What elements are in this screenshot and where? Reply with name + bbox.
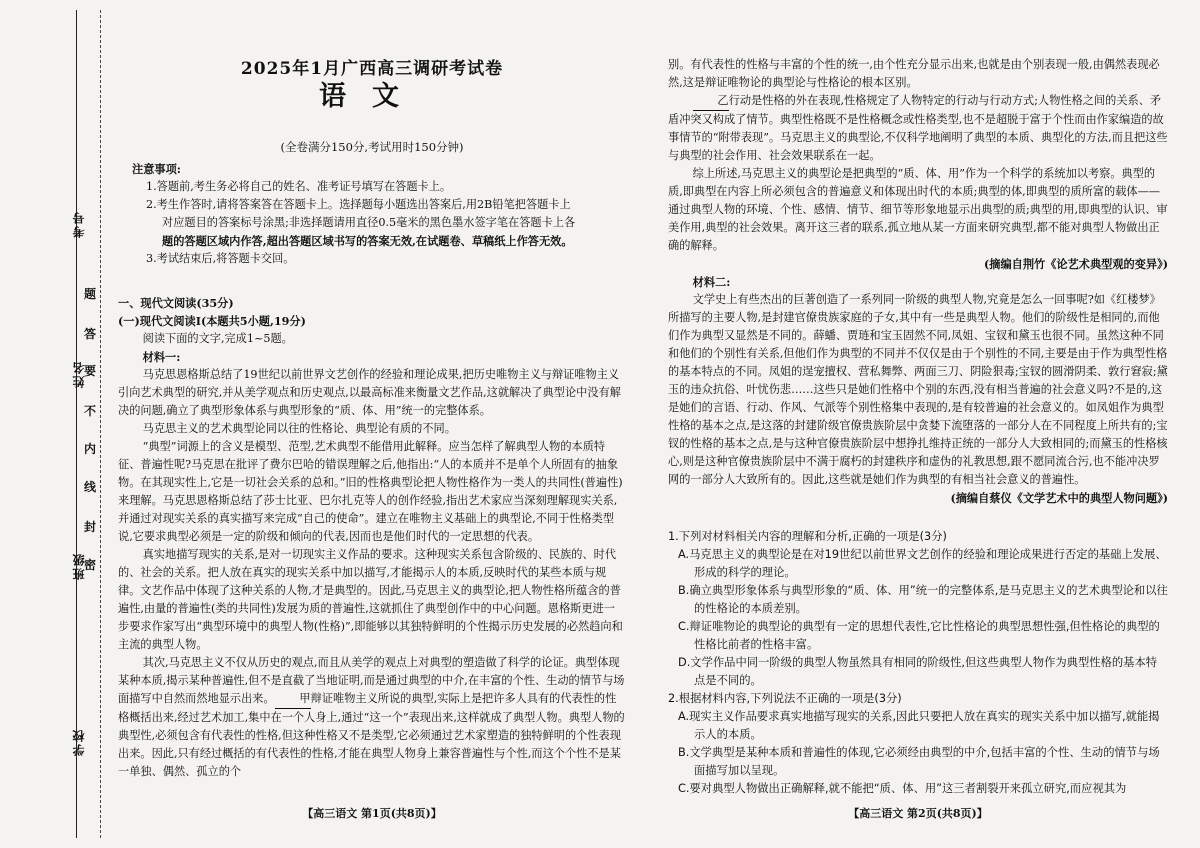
option-c[interactable]: C.辩证唯物论的典型论的典型有一定的思想代表性,它比性格论的典型思想性强,但性格论的典型的性格比前者的性格丰富。 — [678, 620, 1160, 651]
seal-char: 题 — [84, 287, 97, 301]
name-label: 姓名 — [72, 360, 86, 388]
paragraph — [118, 654, 626, 781]
paragraph: “典型”词源上的含义是模型、范型,艺术典型不能借用此解释。应当怎样了解典型人物的本质特征、普遍性呢?马克思在批评了费尔巴哈的错误理解之后,他指出:“人的本质并不是单个人所固有的抽象物。在其现实性上,它是一切社会关系的总和。”旧的性格典型论把人物性格作为一类人的共同性(普遍性)来理解。马克思恩格斯总结了莎士比亚、巴尔扎克等人的创作经验,指出艺术家应当深刻理解现实关系,并通过对现实关系的真实描写来完成“自己的使命”。建立在唯物主义基础上的典型论,不同于性格类型说,它要求典型必须是一定的阶级和倾向的代表,因而也是他们时代的一定思想的代表。 — [118, 440, 623, 543]
paragraph — [668, 92, 1168, 165]
binding-margin — [0, 0, 104, 848]
paragraph-text: 辩证唯物主义所说的典型,实际上是把许多人具有的代表性的性格概括出来,经过艺术加工,集中在一个人身上,通过“这一个”表现出来,这样就成了典型人物。典型人物的典型性,必须包含有代表性的性格,但这种性格又不是类型,它必须通过艺术家塑造的独特鲜明的个性表现出来。因此,只有经过概括的有代表性的性格,才能在典型人物身上兼容普遍性与个性,而这个个性不是某一单独、偶然、孤立的个 — [118, 692, 625, 778]
exam-number-field[interactable] — [76, 80, 77, 205]
option-c[interactable]: C.要对典型人物做出正确解释,就不能把“质、体、用”这三者割裂开来孤立研究,而应视其为 — [678, 782, 1127, 795]
paragraph: 文学史上有些杰出的巨著创造了一系列同一阶级的典型人物,究竟是怎么一回事呢?如《红楼梦》所描写的主要人物,是封建官僚贵族家庭的子女,其中有一些是典型人物。他们的阶级性是相同的,而他们作为典型又显然是不同的。薛蟠、贾琏和宝玉固然不同,凤姐、宝钗和黛玉也很不同。虽然这种不同和他们的个别性有关系,但他们作为典型的不同并不仅仅是由于个别性的不同,主要是由于作为典型性格的基本特点的不同。凤姐的逞宠擅权、营私舞弊、两面三刀、阴险狠毒;宝钗的圆滑阴柔、敦行窘寂;黛玉的违众抗俗、叶忧伤悲……这些只是她们性格中个别的东西,没有相当普遍的社会意义吗?不是的,这是她们的言语、行动、作风、气派等个别性格集中表现的,是有较普遍的社会意义的。如凤姐作为典型性格的基本之点,是这落的封建阶级官僚贵族阶层中贪婪下流堕落的一部分人在不同程度上所共有的;宝钗的性格的基本之点,是与这种官僚贵族阶层中想挣扎维持正统的一部分人大致相同的;而黛玉的性格核心,则是这种官僚贵族阶层中不满于腐朽的封建秩序和虚伪的礼教思想,跟不愿同流合污,也不能冲决罗网的一部分人大致所有的。因此,这些就是她们作为典型的有相当社会意义的普遍性。 — [668, 293, 1168, 486]
option-a[interactable]: A.马克思主义的典型论是在对19世纪以前世界文艺创作的经验和理论成果进行否定的基础上发展、形成的科学的理论。 — [678, 548, 1167, 579]
material-continued — [668, 56, 1168, 507]
paragraph-text: 其次,马克思主义不仅从历史的观点,而且从美学的观点上对典型的塑造做了科学的论证。典型体现某种本质,揭示某种普遍性,但不是直截了当地证明,而是通过典型的中介,在丰富的个性、生动的情节与场面描写中自然而然地显示出来。 — [118, 656, 625, 705]
school-label: 学校 — [72, 728, 86, 756]
option-b[interactable]: B.确立典型形象体系与典型形象的“质、体、用”统一的完整体系,是马克思主义的艺术典型论和以往的性格论的本质差别。 — [678, 584, 1168, 615]
seal-char: 要 — [84, 364, 97, 378]
note-item: 题的答题区域内作答,超出答题区域书写的答案无效,在试题卷、草稿纸上作答无效。 — [162, 234, 573, 248]
full-score-note: (全卷满分150分,考试用时150分钟) — [280, 140, 464, 154]
source-citation: (摘编自荆竹《论艺术典型观的变异》) — [984, 257, 1168, 271]
seal-char: 内 — [84, 442, 97, 456]
seal-char: 答 — [84, 327, 97, 341]
question-2: 2.根据材料内容,下列说法不正确的一项是(3分) — [668, 692, 902, 705]
note-item: 2.考生作答时,请将答案答在答题卡上。选择题每小题选出答案后,用2B铅笔把答题卡上 — [146, 198, 571, 211]
option-b[interactable]: B.文学典型是某种本质和普遍性的体现,它必须经由典型的中介,包括丰富的个性、生动的情节与场面描写加以呈现。 — [678, 746, 1160, 777]
note-item: 3.考试结束后,将答题卡交回。 — [146, 252, 295, 265]
option-a[interactable]: A.现实主义作品要求真实地描写现实的关系,因此只要把人放在真实的现实关系中加以描写,就能揭示人的本质。 — [678, 710, 1160, 741]
note-item: 对应题目的答案标号涂黑;非选择题请用直径0.5毫米的黑色墨水签字笔在答题卡上各 — [162, 216, 576, 229]
paragraph: 真实地描写现实的关系,是对一切现实主义作品的要求。这种现实关系包含阶级的、民族的、时代的、社会的关系。把人放在真实的现实关系中加以描写,才能揭示人的本质,反映时代的某些本质与规律。文艺作品中体现了这种关系的人物,才是典型的。因此,马克思主义的典型论,把人物性格所蕴含的普遍性,由量的普遍性(类的共同性)发展为质的普遍性,这就抓住了典型创作中的中心问题。恩格斯更进一步要求作家写出“典型环境中的典型人物(性格)”,即能够以其独特鲜明的个性揭示历史发展的必然趋向和主流的典型人物。 — [118, 548, 623, 651]
note-item: 1.答题前,考生务必将自己的姓名、准考证号填写在答题卡上。 — [146, 180, 452, 193]
seal-char: 不 — [84, 404, 97, 418]
subject-title: 语文 — [319, 81, 425, 112]
exam-title: 2025年1月广西高三调研考试卷 — [240, 59, 504, 79]
section-heading: 一、现代文阅读(35分) — [118, 296, 234, 310]
seal-char: 密 — [84, 558, 97, 572]
blank-yi: 乙 — [693, 92, 729, 111]
source-citation: (摘编自蔡仪《文学艺术中的典型人物问题》) — [950, 491, 1168, 505]
reading-instruction: 阅读下面的文字,完成1~5题。 — [142, 332, 293, 345]
page-footer: 【高三语文 第1页(共8页)】 — [302, 807, 442, 820]
paragraph-text: 行动是性格的外在表现,性格规定了人物特定的行动与行动方式;人物性格之间的关系、矛盾冲突又构成了情节。典型性格既不是性格概念或性格类型,也不是超脱于富于个性而由作家编造的故事情节的“附带表现”。马克思主义的典型论,不仅科学地阐明了典型的本质、典型化的方法,而且把这些与典型的社会作用、社会效果联系在一起。 — [668, 94, 1168, 162]
left-page — [118, 0, 626, 848]
questions — [668, 528, 1168, 798]
material-label: 材料二: — [692, 275, 731, 289]
class-label: 班级 — [72, 552, 86, 580]
seal-char: 线 — [84, 480, 97, 494]
paragraph: 别。有代表性的性格与丰富的个性的统一,由个性充分显示出来,也就是由个别表现一般,由偶然表现必然,这是辩证唯物论的典型论与性格论的根本区别。 — [668, 58, 1160, 89]
seal-line — [100, 10, 101, 838]
exam-number-label: 考号 — [72, 210, 86, 238]
paragraph: 马克思主义的艺术典型论同以往的性格论、典型论有质的不同。 — [142, 422, 456, 435]
page-footer: 【高三语文 第2页(共8页)】 — [848, 807, 988, 820]
paragraph: 马克思恩格斯总结了19世纪以前世界文艺创作的经验和理论成果,把历史唯物主义与辩证唯物主义引向艺术典型的研究,并从美学观点和历史观点,以最高标准来衡量文艺作品,这就解决了典型论中没有解决的问题,确立了典型形象体系与典型形象的“质、体、用”统一的完整体系。 — [118, 368, 621, 417]
question-1: 1.下列对材料相关内容的理解和分析,正确的一项是(3分) — [668, 530, 947, 543]
reading-section — [118, 294, 626, 781]
material-label: 材料一: — [142, 350, 181, 364]
right-page — [668, 0, 1168, 848]
exam-notes — [132, 160, 626, 268]
blank-jia: 甲 — [275, 690, 311, 709]
subsection-heading: (一)现代文阅读Ⅰ(本题共5小题,19分) — [118, 314, 306, 328]
notes-heading: 注意事项: — [132, 162, 181, 176]
paragraph: 综上所述,马克思主义的典型论是把典型的“质、体、用”作为一个科学的系统加以考察。典型的质,即典型在内容上所必须包含的普遍意义和体现出时代的本质;典型的体,即典型的质所富的载体——通过典型人物的环境、个性、感情、情节、细节等形象地显示出典型的质;典型的用,即典型的认识、审美作用,典型的社会效果。离开这三者的联系,孤立地从某一方面来研究典型,都不能对典型人物做出正确的解释。 — [668, 167, 1168, 252]
seal-char: 封 — [84, 520, 97, 534]
option-d[interactable]: D.文学作品中同一阶级的典型人物虽然具有相同的阶级性,但这些典型人物作为典型性格的基本特点是不同的。 — [678, 656, 1158, 687]
